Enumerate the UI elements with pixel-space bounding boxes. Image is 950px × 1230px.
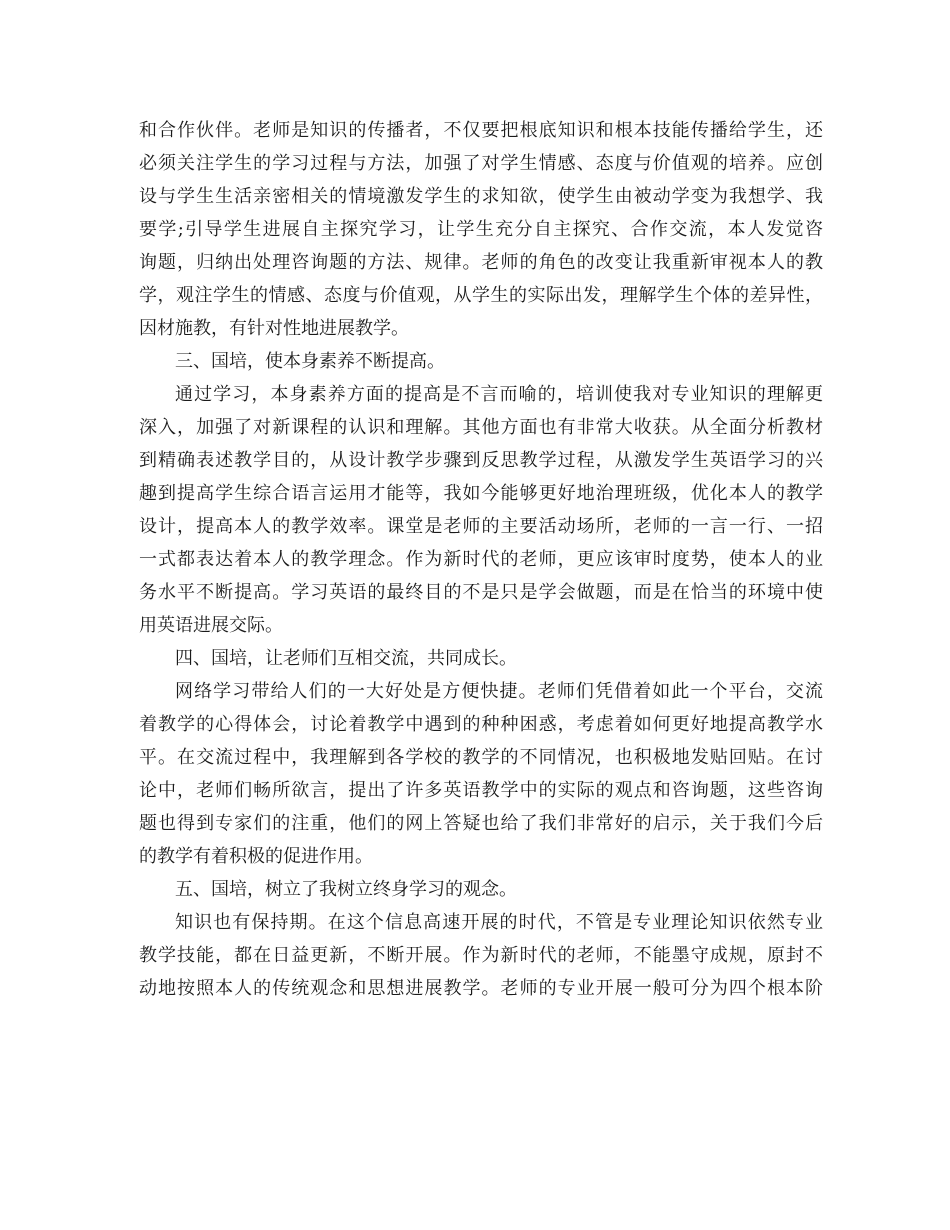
document-body <box>139 114 823 1005</box>
text-line: 趣到提高学生综合语言运用才能等，我如今能够更好地治理班级，优化本人的教学 <box>139 483 823 504</box>
text-line: 深入，加强了对新课程的认识和理解。其他方面也有非常大收获。从全面分析教材 <box>139 417 823 438</box>
paragraph-first-line: 网络学习带给人们的一大好处是方便快捷。老师们凭借着如此一个平台，交流 <box>175 681 823 702</box>
section-heading: 五、国培，树立了我树立终身学习的观念。 <box>175 879 517 900</box>
text-line: 设计，提高本人的教学效率。课堂是老师的主要活动场所，老师的一言一行、一招 <box>139 516 823 537</box>
paragraph-first-line: 知识也有保持期。在这个信息高速开展的时代，不管是专业理论知识依然专业 <box>175 912 823 933</box>
section-heading: 四、国培，让老师们互相交流，共同成长。 <box>175 648 517 669</box>
text-line: 询题，归纳出处理咨询题的方法、规律。老师的角色的改变让我重新审视本人的教 <box>139 252 823 273</box>
text-line: 务水平不断提高。学习英语的最终目的不是只是学会做题，而是在恰当的环境中使 <box>139 582 823 603</box>
text-line: 和合作伙伴。老师是知识的传播者，不仅要把根底知识和根本技能传播给学生，还 <box>139 120 823 141</box>
text-line: 论中，老师们畅所欲言，提出了许多英语教学中的实际的观点和咨询题，这些咨询 <box>139 780 823 801</box>
text-line: 设与学生生活亲密相关的情境激发学生的求知欲，使学生由被动学变为我想学、我 <box>139 186 823 207</box>
text-line: 因材施教，有针对性地进展教学。 <box>139 318 409 339</box>
paragraph-first-line: 通过学习，本身素养方面的提高是不言而喻的，培训使我对专业知识的理解更 <box>175 384 823 405</box>
text-line: 一式都表达着本人的教学理念。作为新时代的老师，更应该审时度势，使本人的业 <box>139 549 823 570</box>
text-line: 平。在交流过程中，我理解到各学校的教学的不同情况，也积极地发贴回贴。在讨 <box>139 747 823 768</box>
text-line: 必须关注学生的学习过程与方法，加强了对学生情感、态度与价值观的培养。应创 <box>139 153 823 174</box>
text-line: 学，观注学生的情感、态度与价值观，从学生的实际出发，理解学生个体的差异性， <box>139 285 823 306</box>
text-line: 的教学有着积极的促进作用。 <box>139 846 373 867</box>
section-heading: 三、国培，使本身素养不断提高。 <box>175 351 445 372</box>
text-line: 教学技能，都在日益更新，不断开展。作为新时代的老师，不能墨守成规，原封不 <box>139 945 823 966</box>
text-line: 要学;引导学生进展自主探究学习，让学生充分自主探究、合作交流，本人发觉咨 <box>139 219 823 240</box>
text-line: 题也得到专家们的注重，他们的网上答疑也给了我们非常好的启示，关于我们今后 <box>139 813 823 834</box>
text-line: 用英语进展交际。 <box>139 615 283 636</box>
text-line: 着教学的心得体会，讨论着教学中遇到的种种困惑，考虑着如何更好地提高教学水 <box>139 714 823 735</box>
text-line: 动地按照本人的传统观念和思想进展教学。老师的专业开展一般可分为四个根本阶 <box>139 978 823 999</box>
text-line: 到精确表述教学目的，从设计教学步骤到反思教学过程，从激发学生英语学习的兴 <box>139 450 823 471</box>
